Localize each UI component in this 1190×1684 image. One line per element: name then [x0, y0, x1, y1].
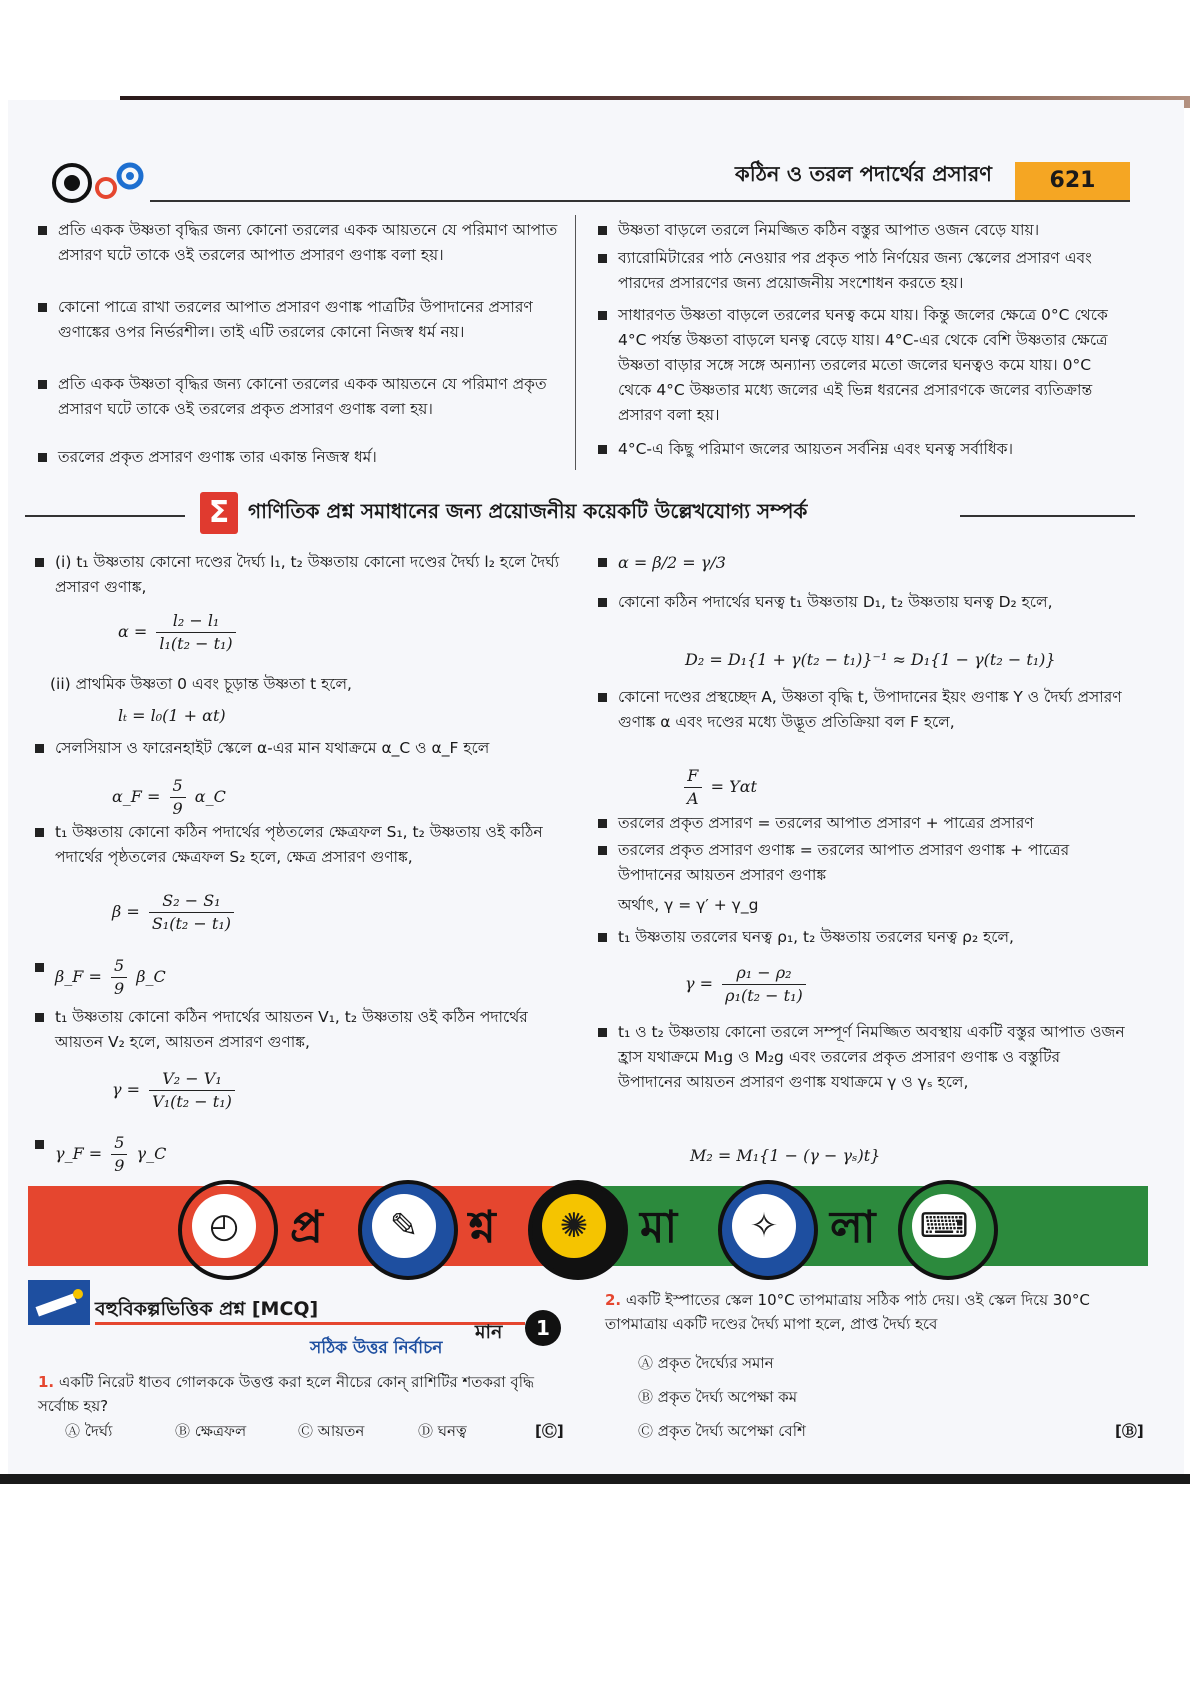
alphaF-rhs: α_C [194, 787, 226, 806]
gamma-lhs: γ = [112, 1080, 141, 1099]
betaF-num: 5 [113, 956, 125, 975]
alphaF-den: 9 [170, 797, 186, 820]
section-rule-left [25, 515, 185, 517]
q2-option-a[interactable]: Ⓐ প্রকৃত দৈর্ঘ্যের সমান [638, 1354, 774, 1372]
gammaF-num: 5 [114, 1133, 125, 1152]
left-bullet-4: তরলের প্রকৃত প্রসারণ গুণাঙ্ক তার একান্ত নিজস্ব ধর্ম। [58, 445, 558, 470]
gamma-num: V₂ − V₁ [162, 1069, 222, 1088]
photo-background-bottom [0, 1484, 1190, 1684]
right-bullet-2: ব্যারোমিটারের পাঠ নেওয়ার পর প্রকৃত পাঠ নির্ণয়ের জন্য স্কেলের প্রসারণ এবং পারদের প্রসারণের জন্য প্রয়োজনীয় সংশোধন করতে হয়। [618, 246, 1128, 296]
bulb-badge [528, 1180, 628, 1280]
q2-answer: [Ⓑ] [1115, 1422, 1144, 1440]
weight-text: t₁ ও t₂ উষ্ণতায় কোনো তরলে সম্পূর্ণ নিমজ্জিত অবস্থায় একটি বস্তুর আপাত ওজন হ্রাস যথাক্রমে M₁g ও M₂g এবং তরলের প্রকৃত প্রসারণ গুণাঙ্ক ও বস্তুটির উপাদানের আয়তন প্রসারণ গুণাঙ্ক যথাক্রমে γ ও γₛ হলে, [618, 1020, 1128, 1095]
column-divider [575, 215, 576, 470]
betaF-formula [55, 955, 166, 1000]
question-1 [38, 1370, 568, 1418]
density-text: কোনো কঠিন পদার্থের ঘনত্ব t₁ উষ্ণতায় D₁, t₂ উষ্ণতায় ঘনত্ব D₂ হলে, [618, 590, 1128, 615]
force-den: A [684, 787, 702, 810]
header-rule [150, 200, 1130, 202]
q1-answer: [Ⓒ] [535, 1422, 564, 1440]
force-formula [680, 765, 757, 810]
q1-option-a[interactable]: Ⓐ দৈর্ঘ্য [65, 1422, 113, 1440]
gamma-den: V₁(t₂ − t₁) [149, 1090, 235, 1113]
mcq-heading: বহুবিকল্পভিত্তিক প্রশ্ন [MCQ] [95, 1298, 319, 1320]
section-rule-right [960, 515, 1135, 517]
beta-den: S₁(t₂ − t₁) [149, 912, 234, 935]
gamma-formula [112, 1068, 239, 1113]
betaF-den: 9 [111, 977, 127, 1000]
notepad-icon: ✎ [372, 1194, 436, 1258]
mcq-subheading: সঠিক উত্তর নির্বাচন [310, 1338, 443, 1358]
celsius-text: সেলসিয়াস ও ফারেনহাইট স্কেলে α-এর মান যথাক্রমে α_C ও α_F হলে [55, 736, 560, 761]
gammaF-rhs: γ_C [136, 1144, 167, 1163]
force-num: F [687, 766, 699, 785]
density-formula: D₂ = D₁{1 + γ(t₂ − t₁)}⁻¹ ≈ D₁{1 − γ(t₂ − t₁)} [685, 650, 1056, 669]
alphaF-lhs: α_F = [112, 787, 161, 806]
compass-badge [718, 1180, 818, 1280]
liquid-expansion-eq: অর্থাৎ, γ = γ′ + γ_g [618, 896, 759, 914]
right-bullet-4: 4°C-এ কিছু পরিমাণ জলের আয়তন সর্বনিম্ন এবং ঘনত্ব সর্বাধিক। [618, 437, 1128, 462]
left-bullet-1: প্রতি একক উষ্ণতা বৃদ্ধির জন্য কোনো তরলের একক আয়তনে যে পরিমাণ আপাত প্রসারণ ঘটে তাকে ওই তরলের আপাত প্রসারণ গুণাঙ্ক বলা হয়। [58, 218, 558, 268]
alpha-num: l₂ − l₁ [172, 611, 220, 630]
question-2-text: একটি ইস্পাতের স্কেল 10°C তাপমাত্রায় সঠিক পাঠ দেয়। ওই স্কেল দিয়ে 30°C তাপমাত্রায় একটি দণ্ডের দৈর্ঘ্য মাপা হলে, প্রাপ্ত দৈর্ঘ্য হবে [605, 1291, 1090, 1333]
alpha-lhs: α = [118, 622, 148, 641]
formula-ii-text: (ii) প্রাথমিক উষ্ণতা 0 এবং চূড়ান্ত উষ্ণতা t হলে, [50, 675, 352, 693]
liquid-expansion-2: তরলের প্রকৃত প্রসারণ গুণাঙ্ক = তরলের আপাত প্রসারণ গুণাঙ্ক + পাত্রের উপাদানের আয়তন প্রসারণ গুণাঙ্ক [618, 838, 1128, 888]
rho-lhs: γ = [685, 974, 714, 993]
volume-text: t₁ উষ্ণতায় কোনো কঠিন পদার্থের আয়তন V₁, t₂ উষ্ণতায় ওই কঠিন পদার্থের আয়তন V₂ হলে, আয়তন প্রসারণ গুণাঙ্ক, [55, 1005, 560, 1055]
alpha-formula [118, 610, 240, 655]
alpha-den: l₁(t₂ − t₁) [156, 632, 235, 655]
banner-letter-2: শ্ন [468, 1202, 496, 1253]
beta-num: S₂ − S₁ [162, 891, 221, 910]
right-bullet-1: উষ্ণতা বাড়লে তরলে নিমজ্জিত কঠিন বস্তুর আপাত ওজন বেড়ে যায়। [618, 218, 1128, 243]
brain-gears-logo-icon [50, 158, 150, 208]
q2-option-c[interactable]: Ⓒ প্রকৃত দৈর্ঘ্য অপেক্ষা বেশি [638, 1422, 806, 1440]
gammaF-den: 9 [111, 1154, 127, 1177]
question-1-text: একটি নিরেট ধাতব গোলককে উত্তপ্ত করা হলে নীচের কোন্‌ রাশিটির শতকরা বৃদ্ধি সর্বোচ্চ হয়? [38, 1373, 535, 1415]
betaF-rhs: β_C [136, 967, 166, 986]
betaF-lhs: β_F = [55, 967, 102, 986]
clock-badge [178, 1180, 278, 1280]
area-text: t₁ উষ্ণতায় কোনো কঠিন পদার্থের পৃষ্ঠতলের ক্ষেত্রফল S₁, t₂ উষ্ণতায় ওই কঠিন পদার্থের পৃষ্ঠতলের ক্ষেত্রফল S₂ হলে, ক্ষেত্র প্রসারণ গুণাঙ্ক, [55, 820, 560, 870]
ratio-formula: α = β/2 = γ/3 [618, 550, 726, 575]
telescope-icon [28, 1280, 90, 1325]
beta-lhs: β = [112, 902, 140, 921]
left-bullet-3: প্রতি একক উষ্ণতা বৃদ্ধির জন্য কোনো তরলের একক আয়তনে যে পরিমাণ প্রকৃত প্রসারণ ঘটে তাকে ওই তরলের প্রকৃত প্রসারণ গুণাঙ্ক বলা হয়। [58, 372, 558, 422]
page-number: 621 [1015, 162, 1130, 200]
liquid-expansion-1: তরলের প্রকৃত প্রসারণ = তরলের আপাত প্রসারণ + পাত্রের প্রসারণ [618, 811, 1128, 836]
photo-background-top [0, 0, 1190, 100]
rho-num: ρ₁ − ρ₂ [736, 963, 792, 982]
clock-icon: ◴ [192, 1194, 256, 1258]
q1-option-b[interactable]: Ⓑ ক্ষেত্রফল [175, 1422, 247, 1440]
rho-den: ρ₁(t₂ − t₁) [722, 984, 806, 1007]
formula-i-text: (i) t₁ উষ্ণতায় কোনো দণ্ডের দৈর্ঘ্য l₁, t₂ উষ্ণতায় কোনো দণ্ডের দৈর্ঘ্য l₂ হলে দৈর্ঘ্য প্রসারণ গুণাঙ্ক, [55, 550, 560, 600]
lt-formula: lₜ = l₀(1 + αt) [118, 706, 226, 725]
q2-option-b[interactable]: Ⓑ প্রকৃত দৈর্ঘ্য অপেক্ষা কম [638, 1388, 798, 1406]
marks-value: 1 [525, 1310, 561, 1346]
gammaF-lhs: γ_F = [55, 1144, 103, 1163]
alphaF-num: 5 [172, 776, 183, 795]
question-2 [605, 1288, 1140, 1336]
bulb-icon: ✺ [542, 1194, 606, 1258]
question-2-number: 2. [605, 1291, 622, 1309]
banner-letter-4: লা [830, 1202, 876, 1253]
compass-icon: ✧ [732, 1194, 796, 1258]
gammaF-formula [55, 1132, 166, 1177]
notepad-badge [358, 1180, 458, 1280]
force-rhs: = Yαt [710, 777, 757, 796]
marks-label: মান [475, 1321, 503, 1343]
rho-text: t₁ উষ্ণতায় তরলের ঘনত্ব ρ₁, t₂ উষ্ণতায় তরলের ঘনত্ব ρ₂ হলে, [618, 925, 1128, 950]
alphaF-formula [112, 775, 226, 820]
beta-formula [112, 890, 238, 935]
rho-formula [685, 962, 810, 1007]
section-title: গাণিতিক প্রশ্ন সমাধানের জন্য প্রয়োজনীয় কয়েকটি উল্লেখযোগ্য সম্পর্ক [248, 499, 808, 523]
mcq-rule [95, 1322, 525, 1325]
sigma-icon: Σ [200, 492, 238, 534]
question-banner [28, 1186, 1148, 1266]
banner-letter-1: প্র [290, 1202, 323, 1253]
laptop-badge [898, 1180, 998, 1280]
q1-option-c[interactable]: Ⓒ আয়তন [298, 1422, 365, 1440]
force-text: কোনো দণ্ডের প্রস্থচ্ছেদ A, উষ্ণতা বৃদ্ধি t, উপাদানের ইয়ং গুণাঙ্ক Y ও দৈর্ঘ্য প্রসারণ গুণাঙ্ক α এবং দণ্ডের মধ্যে উদ্ভূত প্রতিক্রিয়া বল F হলে, [618, 685, 1128, 735]
right-bullet-3: সাধারণত উষ্ণতা বাড়লে তরলের ঘনত্ব কমে যায়। কিন্তু জলের ক্ষেত্রে 0°C থেকে 4°C পর্যন্ত উষ্ণতা বাড়লে ঘনত্ব বেড়ে যায়। 4°C-এর থেকে বেশি উষ্ণতার ক্ষেত্রে উষ্ণতা বাড়ার সঙ্গে সঙ্গে অন্যান্য তরলের মতো জলের ঘনত্বও কমে যায়। 0°C থেকে 4°C উষ্ণতার মধ্যে জলের এই ভিন্ন ধরনের প্রসারণকে জলের ব্যতিক্রান্ত প্রসারণ বলা হয়। [618, 303, 1128, 428]
q1-option-d[interactable]: Ⓓ ঘনত্ব [418, 1422, 467, 1440]
banner-letter-3: মা [640, 1202, 678, 1253]
weight-formula: M₂ = M₁{1 − (γ − γₛ)t} [690, 1146, 881, 1165]
laptop-icon: ⌨ [912, 1194, 976, 1258]
running-title: কঠিন ও তরল পদার্থের প্রসারণ [735, 162, 992, 186]
left-bullet-2: কোনো পাত্রে রাখা তরলের আপাত প্রসারণ গুণাঙ্ক পাত্রটির উপাদানের প্রসারণ গুণাঙ্কের ওপর নির্ভরশীল। তাই এটি তরলের কোনো নিজস্ব ধর্ম নয়। [58, 295, 558, 345]
question-1-number: 1. [38, 1373, 55, 1391]
